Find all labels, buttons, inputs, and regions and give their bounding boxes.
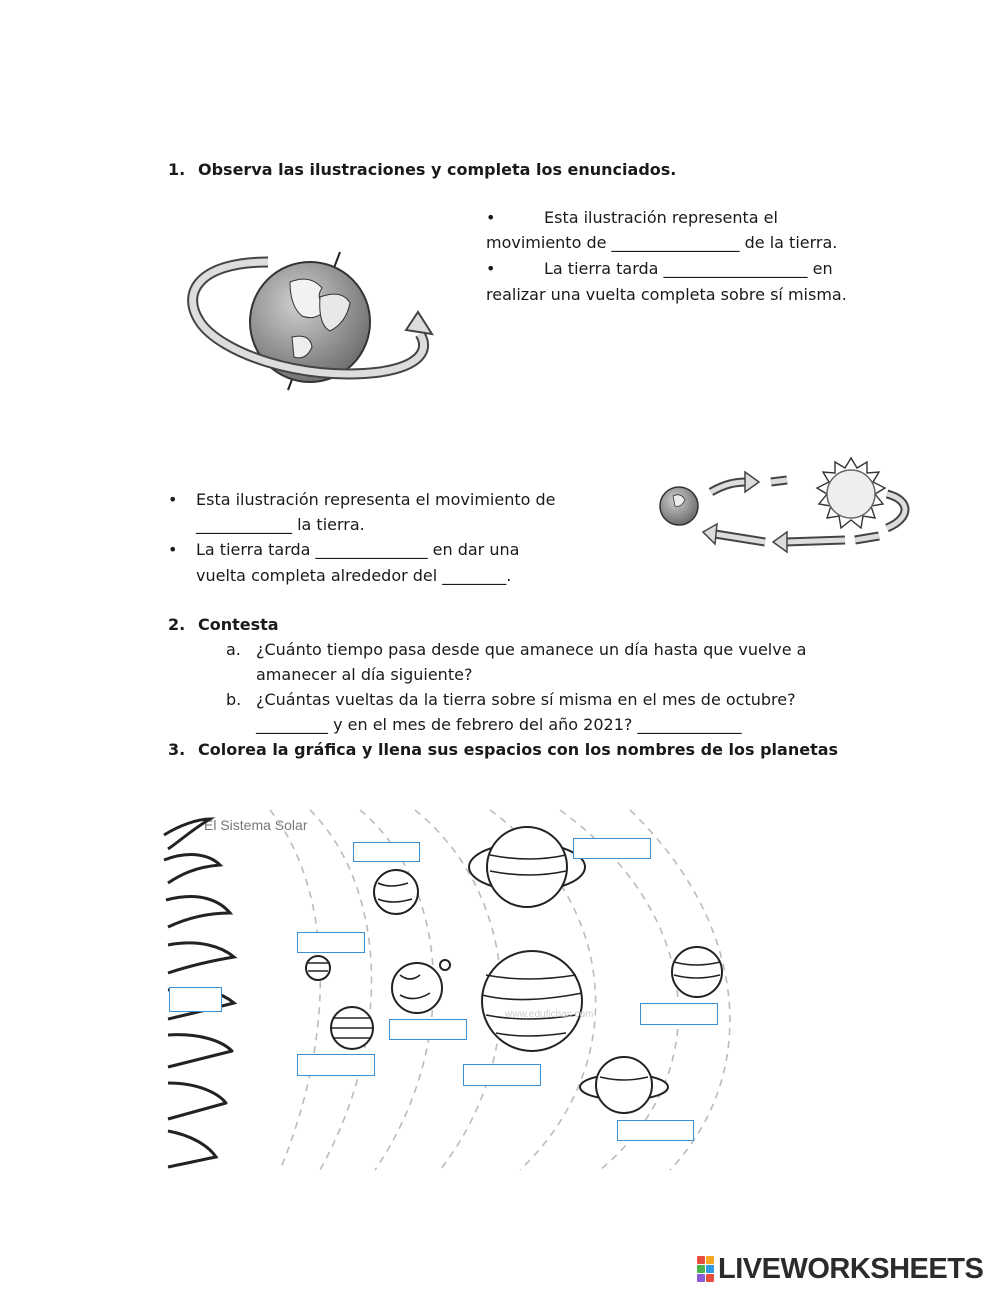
planet-name-input-6[interactable]	[389, 1019, 467, 1040]
bullet-b2-line2: vuelta completa alrededor del ________.	[196, 566, 512, 585]
diagram-title: El Sistema Solar	[204, 817, 308, 833]
question-a-line1: a. ¿Cuánto tiempo pasa desde que amanece un día hasta que vuelve a	[226, 640, 807, 659]
bullet-a2-line1: • La tierra tarda __________________ en	[486, 259, 833, 278]
section1-heading: 1. Observa las ilustraciones y completa los enunciados.	[168, 160, 677, 179]
brand-text: LIVEWORKSHEETS	[718, 1252, 984, 1285]
planet-name-input-8[interactable]	[463, 1064, 541, 1086]
section2-heading: 2. Contesta	[168, 615, 279, 634]
bullet-b2-line1: • La tierra tarda ______________ en dar una	[168, 540, 520, 559]
planet-name-input-4[interactable]	[169, 987, 222, 1012]
brand-blocks-icon	[697, 1256, 714, 1282]
question-b-line2: _________ y en el mes de febrero del año 2021? _____________	[256, 715, 742, 734]
earth-translation-illustration	[655, 456, 915, 564]
bullet-b1-line1: • Esta ilustración representa el movimiento de	[168, 490, 556, 509]
diagram-watermark: www.edufichas.com	[505, 1009, 594, 1020]
planet-name-input-2[interactable]	[573, 838, 651, 859]
question-b-line1: b. ¿Cuántas vueltas da la tierra sobre sí misma en el mes de octubre?	[226, 690, 796, 709]
planet-name-input-3[interactable]	[297, 932, 365, 953]
section3-heading: 3. Colorea la gráfica y llena sus espacios con los nombres de los planetas	[168, 740, 839, 759]
bullet-a2-line2: realizar una vuelta completa sobre sí misma.	[486, 285, 847, 304]
bullet-a1-line2: movimiento de ________________ de la tierra.	[486, 233, 838, 252]
planet-name-input-9[interactable]	[617, 1120, 694, 1141]
planet-name-input-5[interactable]	[640, 1003, 718, 1025]
planet-name-input-1[interactable]	[353, 842, 420, 862]
question-a-line2: amanecer al día siguiente?	[256, 665, 473, 684]
bullet-a1-line1: • Esta ilustración representa el	[486, 208, 778, 227]
bullet-b1-line2: ____________ la tierra.	[196, 515, 365, 534]
planet-name-input-7[interactable]	[297, 1054, 375, 1076]
earth-rotation-illustration	[180, 242, 440, 402]
liveworksheets-logo	[697, 1252, 983, 1286]
